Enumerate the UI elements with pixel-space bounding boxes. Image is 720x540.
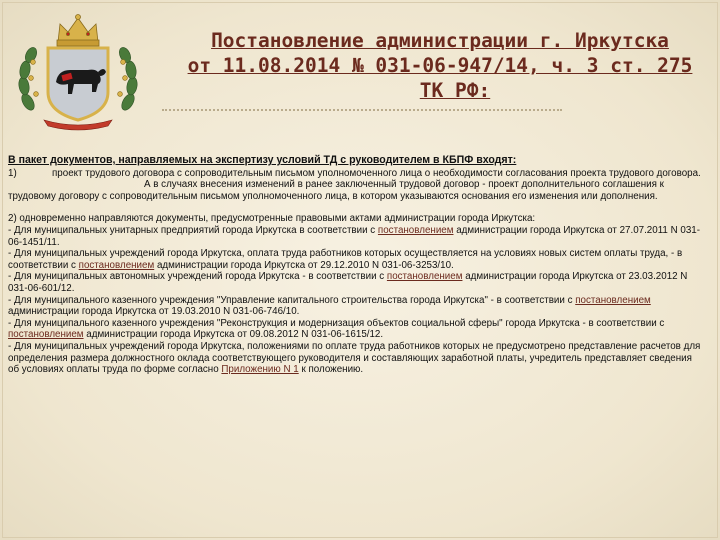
- title-line-1: Постановление администрации г. Иркутска: [211, 29, 669, 52]
- document-body: [8, 154, 704, 376]
- bullet-5: - Для муниципального казенного учреждения "Реконструкция и модернизация объектов социальной сферы" города Иркутска - в соответствии с постановлением администрации города Иркутска от 09.08.2012 N 031-06-1615/12.: [8, 317, 665, 341]
- bullet-3: - Для муниципальных автономных учреждений города Иркутска - в соответствии с постановлением администрации города Иркутска от 23.03.2012 N 031-06-601/12.: [8, 271, 688, 294]
- bullet-1: - Для муниципальных унитарных предприятий города Иркутска в соответствии с постановлением администрации города Иркутска от 27.07.2011 N 031-06-1451/11.: [8, 224, 701, 248]
- list-item-1-note: А в случаях внесения изменений в ранее заключенный трудовой договор - проект дополнительного соглашения к трудовому договору с сопроводительным письмом уполномоченного лица, в котором указываются основания его изменения или дополнения.: [8, 179, 664, 202]
- list-item-2-intro: 2) одновременно направляются документы, предусмотренные правовыми актами администрации города Иркутска:: [8, 213, 536, 225]
- slide-title: [160, 28, 720, 103]
- list-item-1: [8, 168, 704, 180]
- bullet-6: - Для муниципальных учреждений города Иркутска, положениями по оплате труда работников которых не предусмотрено представление расчетов для определения размера должностного оклада соответствующего руководителя и составляющих заработной платы, учредитель представляет сведения об условиях оплаты труда по форме согласно Приложению N 1 к положению.: [8, 340, 701, 376]
- bullet-6-link[interactable]: Приложению N 1: [221, 364, 299, 376]
- title-line-3: ТК РФ:: [419, 79, 491, 102]
- bullet-4: - Для муниципального казенного учреждения "Управление капитального строительства города Иркутска" - в соответствии с постановлением администрации города Иркутска от 19.03.2010 N 031-06-746/10.: [8, 294, 651, 318]
- list-item-1-text: проект трудового договора с сопроводительным письмом уполномоченного лица о необходимости согласования проекта трудового договора.: [52, 167, 701, 179]
- section-heading: В пакет документов, направляемых на экспертизу условий ТД с руководителем в КБПФ входят:: [8, 154, 517, 166]
- bullet-2: - Для муниципальных учреждений города Иркутска, оплата труда работников которых осуществляется на условиях новых систем оплаты труда, - в соответствии с постановлением администрации города Иркутска от 29.12.2010 N 031-06-3253/10.: [8, 248, 683, 271]
- title-line-2: от 11.08.2014 № 031-06-947/14, ч. 3 ст. 275: [187, 54, 693, 77]
- bullet-5-link[interactable]: постановлением: [8, 329, 84, 341]
- bullet-1-link[interactable]: постановлением: [377, 224, 454, 236]
- bullet-2-link[interactable]: постановлением: [78, 259, 155, 271]
- title-divider: [162, 109, 562, 111]
- bullet-3-link[interactable]: постановлением: [386, 271, 463, 283]
- list-item-1-number: 1): [8, 167, 17, 179]
- bullet-4-link[interactable]: постановлением: [575, 294, 651, 306]
- irkutsk-coat-of-arms-icon: [14, 12, 142, 132]
